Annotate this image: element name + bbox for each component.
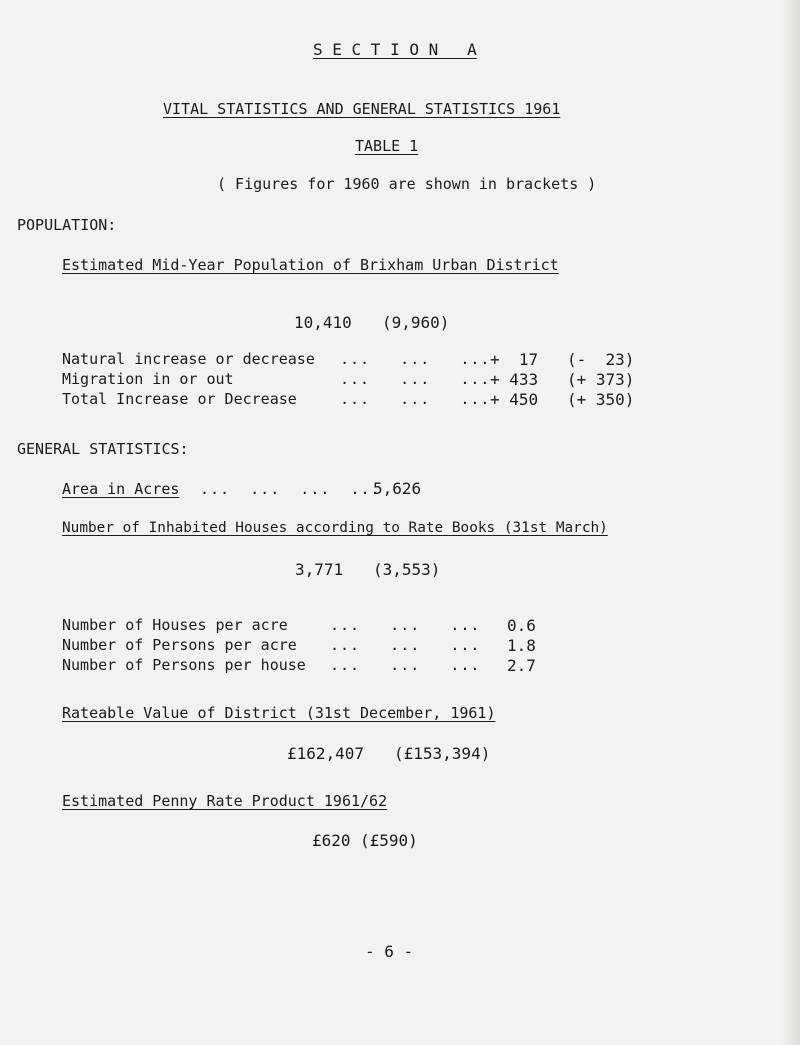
ratio-label: Number of Persons per acre (62, 636, 297, 654)
ratio-label: Number of Persons per house (62, 656, 306, 674)
area-label: Area in Acres (62, 480, 180, 498)
rateable-value-previous: (£153,394) (394, 744, 491, 763)
leader-dots: ... ... ... (340, 370, 491, 388)
houses-current: 3,771 (295, 560, 344, 579)
population-row-label: Migration in or out (62, 370, 234, 388)
penny-rate-previous: (£590) (360, 831, 418, 850)
houses-previous: (3,553) (373, 560, 441, 579)
leader-dots: ... ... ... (330, 636, 481, 654)
population-row-value: + 450 (490, 390, 539, 409)
population-row-label: Total Increase or Decrease (62, 390, 297, 408)
section-heading: S E C T I O N A (313, 40, 477, 59)
rateable-value-current: £162,407 (287, 744, 365, 763)
leader-dots: ... ... ... (340, 390, 491, 408)
rateable-value-heading: Rateable Value of District (31st December, 1961) (62, 704, 496, 722)
population-row-previous: (+ 373) (567, 370, 635, 389)
page-edge-shadow (782, 0, 800, 1045)
table-label: TABLE 1 (355, 137, 419, 155)
ratio-value: 0.6 (507, 616, 536, 635)
population-current: 10,410 (294, 313, 352, 332)
document-title: VITAL STATISTICS AND GENERAL STATISTICS 1961 (163, 100, 561, 118)
population-heading: POPULATION: (17, 216, 117, 234)
brackets-note: ( Figures for 1960 are shown in brackets ) (217, 175, 597, 193)
ratio-label: Number of Houses per acre (62, 616, 288, 634)
ratio-value: 1.8 (507, 636, 536, 655)
leader-dots: ... ... ... (330, 656, 481, 674)
penny-rate-current: £620 (312, 831, 351, 850)
population-row-value: + 433 (490, 370, 539, 389)
leader-dots: ... ... ... ... (200, 480, 381, 498)
area-value: 5,626 (373, 479, 422, 498)
population-row-previous: (+ 350) (567, 390, 635, 409)
general-statistics-heading: GENERAL STATISTICS: (17, 440, 189, 458)
leader-dots: ... ... ... (330, 616, 481, 634)
inhabited-houses-heading: Number of Inhabited Houses according to Rate Books (31st March) (62, 520, 608, 536)
penny-rate-heading: Estimated Penny Rate Product 1961/62 (62, 792, 388, 810)
population-row-previous: (- 23) (567, 350, 635, 369)
population-subheading: Estimated Mid-Year Population of Brixham Urban District (62, 256, 559, 274)
population-row-value: + 17 (490, 350, 539, 369)
leader-dots: ... ... ... (340, 350, 491, 368)
ratio-value: 2.7 (507, 656, 536, 675)
population-row-label: Natural increase or decrease (62, 350, 315, 368)
page-number: - 6 - (365, 942, 414, 961)
population-previous: (9,960) (382, 313, 450, 332)
